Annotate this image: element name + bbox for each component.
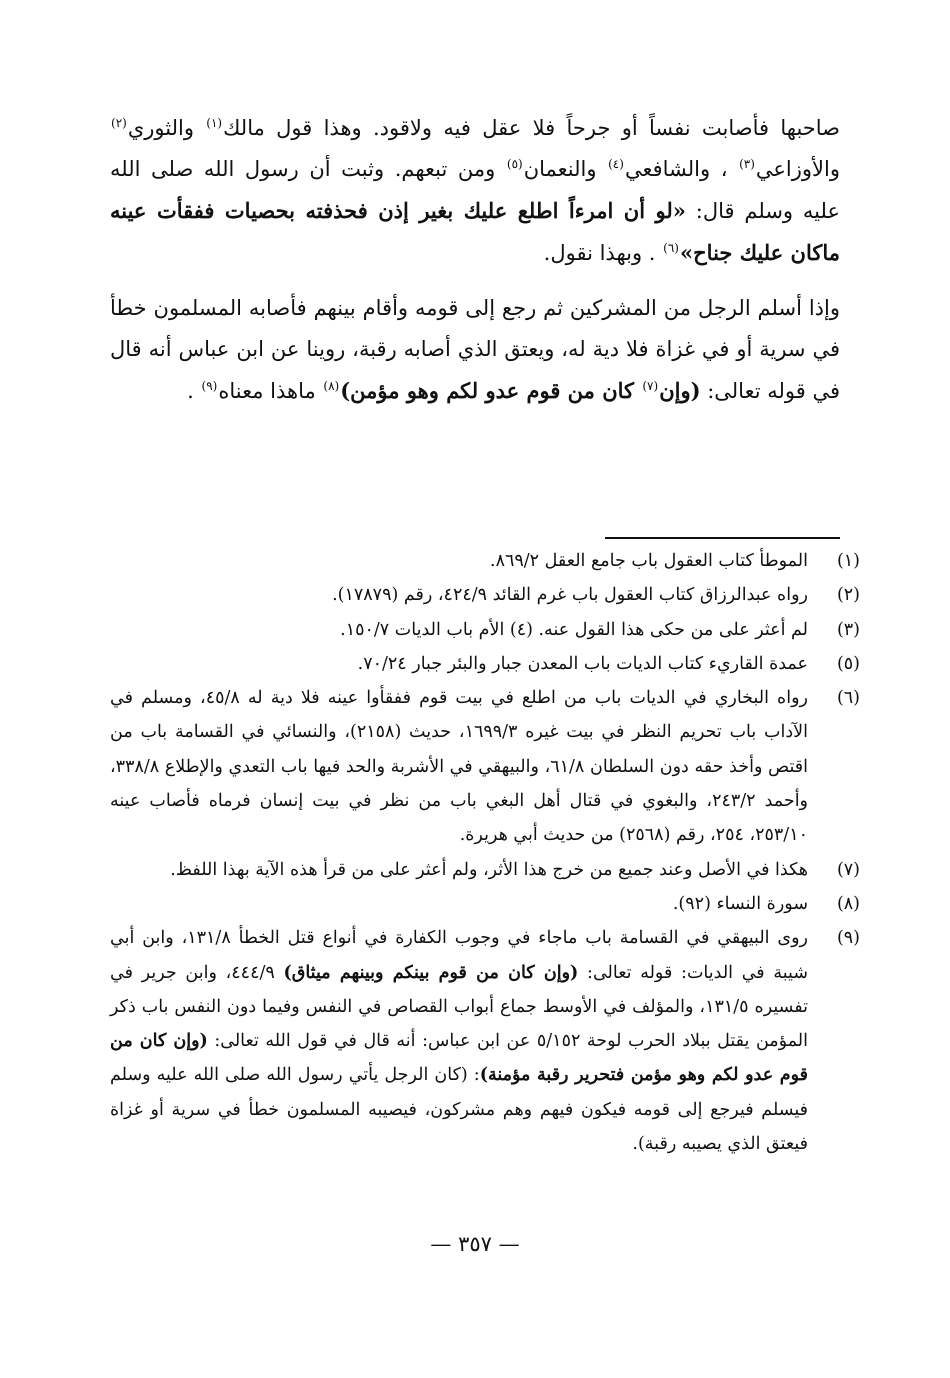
footnote-number: (٩) — [836, 928, 860, 949]
footnote-ref: (٥) — [506, 157, 523, 171]
text-run: : (كان الرجل يأتي رسول الله صلى الله عليه وسلم فيسلم فيرجع إلى قومه فيكون فيهم وهم مشركون، فيصيبه المسلمون خطأ في سرية أو غزاة فيعتق الذي يصيبه رقبة). — [110, 1065, 808, 1155]
text-run: والثوري — [127, 116, 206, 140]
footnote-number: (٦) — [836, 688, 860, 709]
footnote-ref: (٢) — [111, 116, 127, 130]
text-run: . — [187, 379, 201, 403]
footnote-text — [110, 928, 808, 1154]
verse-quote: (وإن — [659, 378, 701, 403]
text-run: ومن تبعهم. وثبت أن رسول الله صلى الله عليه وسلم قال: — [110, 157, 840, 223]
text-run: صاحبها فأصابت نفساً أو جرحاً فلا عقل فيه ولاقود. وهذا قول مالك — [223, 116, 840, 140]
footnote-item — [110, 647, 860, 681]
footnote-text: سورة النساء (٩٢). — [672, 893, 808, 914]
page-number: — ٣٥٧ — — [430, 1232, 520, 1256]
footnote-item — [110, 613, 860, 647]
footnote-item — [110, 578, 860, 612]
text-run: ماهذا معناه — [218, 379, 323, 403]
footnote-text: رواه البخاري في الديات باب من اطلع في بيت قوم ففقأوا عينه فلا دية له ٤٥/٨، ومسلم في الآداب باب تحريم النظر في بيت غيره ١٦٩٩/٣، حديث (٢١٥٨)، والنسائي في القسامة باب من اقتص وأخذ حقه دون السلطان ٦١/٨، والبيهقي في الأشربة والحد فيها باب التعدي والإطلاع ٣٣٨/٨، وأحمد ٢٤٣/٢، والبغوي في قتال أهل البغي باب من نظر في بيت إنسان فرماه فأصاب عينه ٢٥٣/١٠، ٢٥٤، رقم (٢٥٦٨) من حديث أبي هريرة. — [110, 688, 809, 846]
footnote-number: (٣) — [836, 619, 860, 640]
text-run: وإذا أسلم الرجل من المشركين ثم رجع إلى قومه وأقام بينهم فأصابه المسلمون خطأ في سرية أو في غزاة فلا دية له، ويعتق الذي أصابه رقبة، روينا عن ابن عباس أنه قال في قوله تعالى: — [110, 296, 840, 403]
footnote-item — [110, 853, 860, 887]
footnote-text: لم أعثر على من حكى هذا القول عنه. (٤) الأم باب الديات ١٥٠/٧. — [340, 619, 808, 640]
footnote-ref: (٦) — [663, 241, 679, 255]
footnote-item — [110, 544, 860, 578]
footnote-text: هكذا في الأصل وعند جميع من خرج هذا الأثر، ولم أعثر على من قرأ هذه الآية بهذا اللفظ. — [170, 859, 808, 880]
text-run: . وبهذا نقول. — [543, 241, 663, 265]
text-run: ، والشافعي — [624, 157, 739, 181]
footnote-item — [110, 921, 860, 1161]
footnote-ref: (٣) — [739, 157, 755, 171]
footnote-text: عمدة القاريء كتاب الديات باب المعدن جبار والبئر جبار ٧٠/٢٤. — [357, 653, 808, 674]
text-run: روى البيهقي في القسامة باب ماجاء في وجوب الكفارة في أنواع قتل الخطأ ١٣١/٨، وابن أبي شيبة في الديات: قوله تعالى: — [110, 928, 808, 983]
text-run: ٤٤٤/٩، وابن جرير في تفسيره ١٣١/٥، والمؤلف في الأوسط جماع أبواب القصاص في النفس وفيما دون النفس باب ذكر المؤمن يقتل ببلاد الحرب لوحة ٥/١٥٢ عن ابن عباس: أنه قال في قول الله تعالى: — [110, 962, 809, 1052]
footnotes-list — [110, 544, 860, 1161]
footnote-number: (٥) — [836, 653, 860, 674]
verse-quote: كان من قوم عدو لكم وهو مؤمن) — [340, 378, 642, 403]
footnote-number: (٢) — [836, 585, 860, 606]
footnote-number: (١) — [836, 551, 860, 571]
paragraph-1 — [110, 108, 840, 274]
footnote-ref: (٤) — [608, 157, 624, 171]
footnote-item — [110, 681, 860, 852]
footnote-ref: (٩) — [201, 379, 218, 393]
footnote-text: رواه عبدالرزاق كتاب العقول باب غرم القائد ٤٢٤/٩، رقم (١٧٨٧٩). — [332, 585, 808, 606]
footnote-number: (٧) — [836, 859, 860, 880]
footnote-divider — [605, 537, 840, 539]
text-run: والأوزاعي — [755, 157, 840, 181]
footnote-ref: (٧) — [642, 379, 659, 393]
footnote-ref: (١) — [206, 116, 223, 130]
verse-quote: (وإن كان من قوم عدو لكم وهو مؤمن فتحرير رقبة مؤمنة) — [110, 1031, 808, 1086]
footnote-ref: (٨) — [323, 379, 340, 393]
footnote-item — [110, 887, 860, 921]
main-text — [110, 108, 840, 412]
verse-quote: (وإن كان من قوم بينكم وبينهم ميثاق) — [283, 962, 579, 983]
text-run: والنعمان — [523, 157, 608, 181]
footnote-text: الموطأ كتاب العقول باب جامع العقل ٨٦٩/٢. — [490, 551, 808, 571]
footnote-number: (٨) — [836, 893, 860, 914]
hadith-quote: «لو أن امرءاً اطلع عليك بغير إذن فحذفته بحصيات ففقأت عينه ماكان عليك جناح» — [110, 198, 840, 265]
paragraph-2 — [110, 288, 840, 412]
